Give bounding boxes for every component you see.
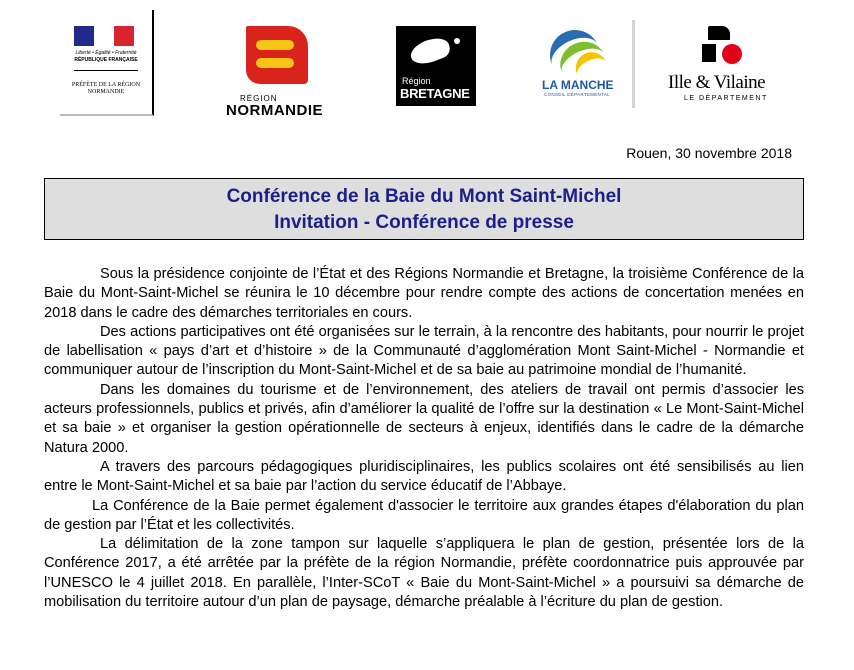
- paragraph: La délimitation de la zone tampon sur laquelle s’appliquera le plan de gestion, présentée lors de la Conférence 2017, a été arrêtée par la préfète de la région Normandie, préfète coordonnatrice puis approuvée par l’UNESCO le 4 juillet 2018. En parallèle, l’Inter-SCoT « Baie du Mont-Saint-Michel » a poursuivi sa démarche de mobilisation du territoire autour d’un plan de paysage, démarche préalable à l’écriture du plan de gestion.: [44, 536, 804, 611]
- title-line-2: Invitation - Conférence de presse: [274, 212, 574, 233]
- prefecture-republic: RÉPUBLIQUE FRANÇAISE: [74, 57, 138, 63]
- paragraph: La Conférence de la Baie permet également d'associer le territoire aux grandes étapes d'élaboration du plan de gestion par l’État et les collectivités.: [44, 497, 804, 533]
- tricolor-flag-icon: [74, 26, 134, 46]
- ille-mark-icon-2: [702, 44, 716, 62]
- ille-label-2: LE DÉPARTEMENT: [684, 95, 768, 102]
- manche-label-1: LA MANCHE: [542, 78, 614, 92]
- bretagne-label-2: BRETAGNE: [400, 86, 470, 101]
- manche-label-2: CONSEIL DÉPARTEMENTAL: [544, 92, 610, 97]
- title-box: [44, 178, 804, 240]
- title-line-1: Conférence de la Baie du Mont Saint-Michel: [226, 186, 622, 207]
- normandie-label-1: RÉGION: [240, 94, 278, 103]
- region-bretagne-logo: [396, 26, 476, 106]
- region-normandie-logo: [226, 22, 336, 119]
- date-line: Rouen, 30 novembre 2018: [626, 145, 792, 161]
- prefecture-divider: [74, 70, 138, 71]
- ille-red-dot-icon: [722, 44, 742, 64]
- prefecture-text: PRÉFÈTE DE LA RÉGION NORMANDIE: [71, 82, 141, 95]
- paragraph: A travers des parcours pédagogiques pluridisciplinaires, les publics scolaires ont été sensibilisés au lien entre le Mont-Saint-Michel et sa baie par l’action du service éducatif de l’Abbaye.: [44, 458, 804, 495]
- ille-et-vilaine-logo: [666, 22, 786, 110]
- prefecture-motto: Liberté • Égalité • Fraternité: [75, 50, 137, 56]
- body-text: [44, 265, 804, 612]
- paragraph: Sous la présidence conjointe de l’État et des Régions Normandie et Bretagne, la troisième Conférence de la Baie du Mont-Saint-Michel se réunira le 10 décembre pour rendre compte des actions de concertation menées en 2018 dans le cadre des démarches territoriales en cours.: [44, 266, 804, 321]
- bretagne-mark-icon: [407, 34, 452, 68]
- prefecture-logo: [60, 10, 154, 116]
- bretagne-label-1: Région: [402, 76, 431, 86]
- ille-label-1: Ille & Vilaine: [668, 72, 766, 93]
- paragraph: Dans les domaines du tourisme et de l’environnement, des ateliers de travail ont permis d’associer les acteurs professionnels, publics et privés, afin d’améliorer la qualité de l’offre sur la destination « Le Mont-Saint-Michel et sa baie » et organiser la gestion opérationnelle de secteurs à enjeux, identifiés dans le cadre de la démarche Natura 2000.: [44, 381, 804, 456]
- normandie-label-2: NORMANDIE: [226, 102, 323, 119]
- paragraph: Des actions participatives ont été organisées sur le terrain, à la rencontre des habitants, pour nourrir le projet de labellisation « pays d’art et d’histoire » de la Communauté d’agglomération Mont Saint-Michel - Normandie et communiquer autour de l’inscription du Mont-Saint-Michel et de sa baie au patrimoine mondial de l’humanité.: [44, 323, 804, 379]
- normandie-flag-icon: [246, 26, 308, 84]
- ille-mark-icon: [708, 26, 730, 40]
- bretagne-dot-icon: [454, 38, 460, 44]
- la-manche-logo: [536, 20, 635, 108]
